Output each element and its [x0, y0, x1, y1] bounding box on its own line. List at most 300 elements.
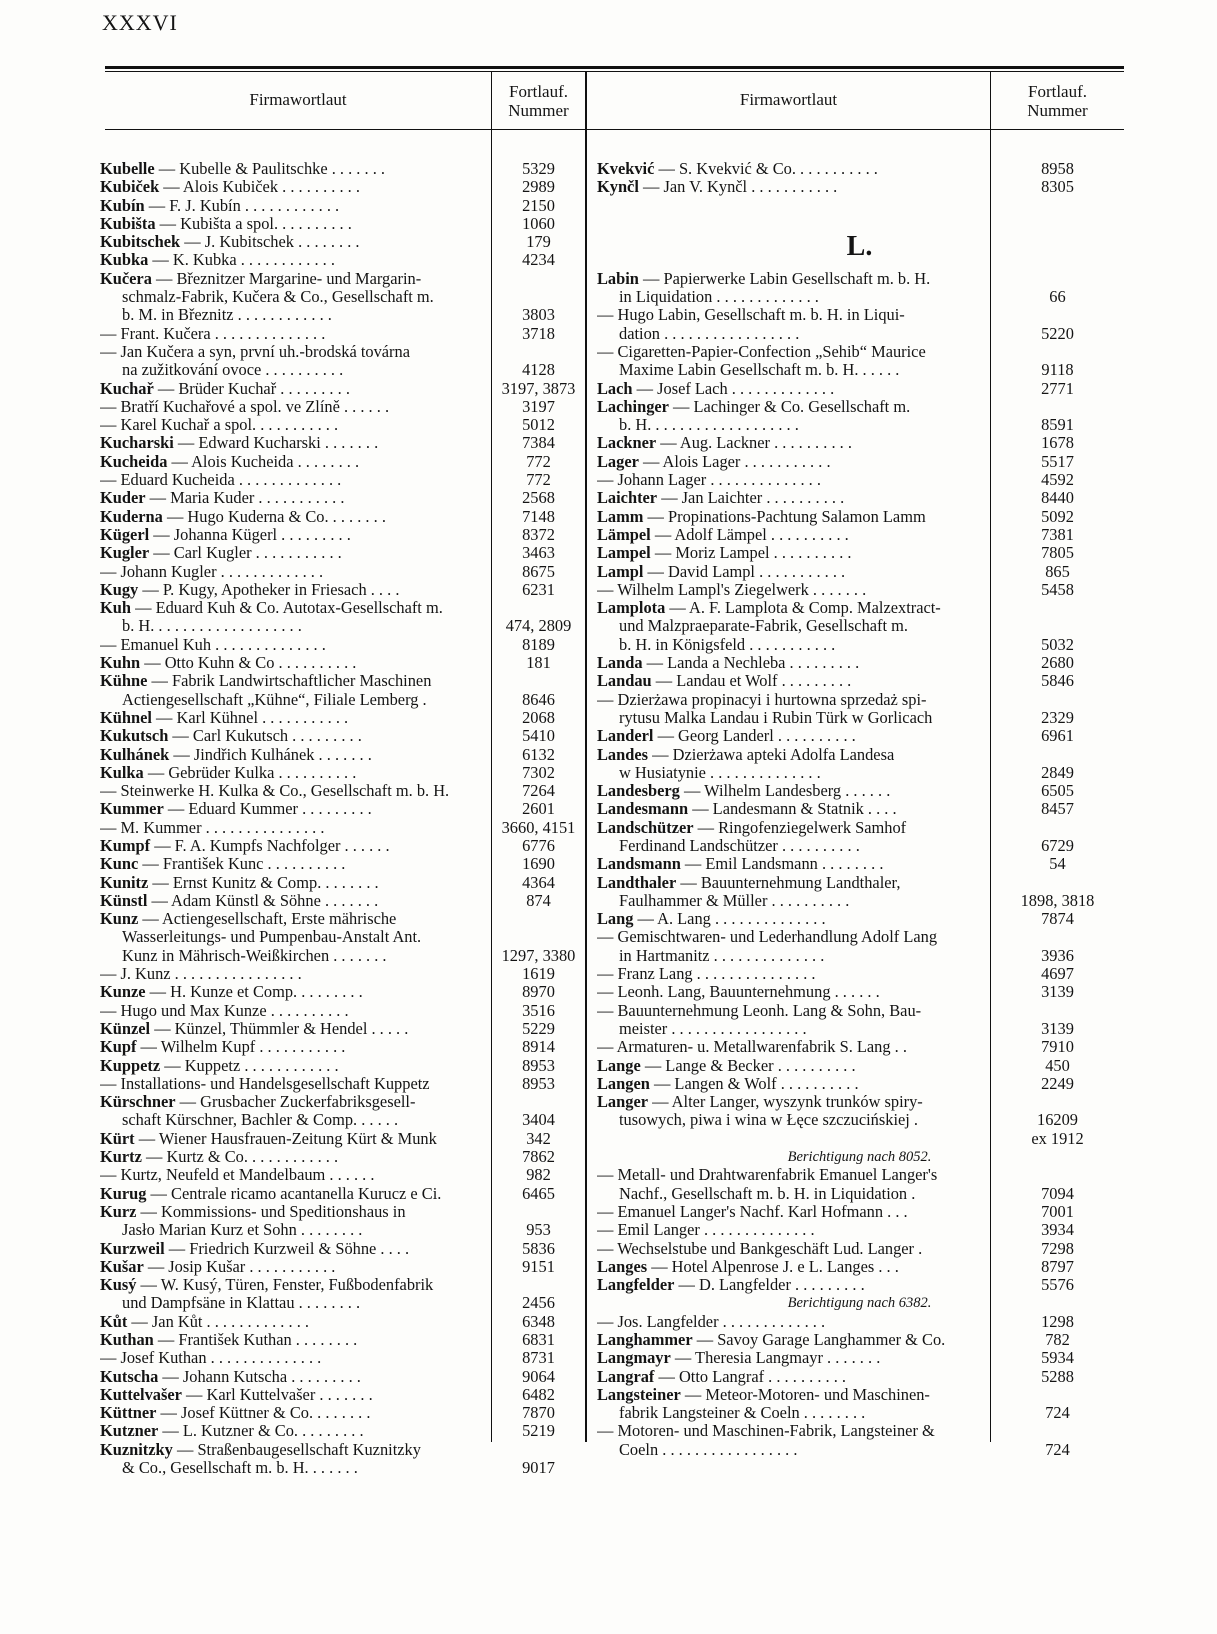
top-rule-thin: [105, 71, 1124, 72]
entry-keyword: Langen: [597, 1074, 650, 1093]
entry-name: [100, 251, 486, 269]
entry-text: — Savoy Garage Langhammer & Co.: [692, 1331, 946, 1349]
entry-number: 8731: [522, 1348, 555, 1368]
entry-number: 3139: [1041, 1018, 1074, 1038]
entry-row: [597, 434, 1122, 452]
entry-row: [100, 1185, 570, 1203]
entry-number: 8591: [1041, 415, 1074, 435]
entry-number: 9017: [522, 1458, 555, 1478]
entry-keyword: Kubiček: [100, 178, 160, 197]
entry-name: [597, 1276, 977, 1294]
entry-row: [100, 251, 570, 269]
entry-name: [100, 1258, 486, 1276]
entry-row: [100, 874, 570, 892]
entry-row: [597, 1313, 1122, 1331]
entry-row: [100, 1130, 570, 1148]
entry-text: — David Lampl . . . . . . . . . . .: [643, 562, 846, 581]
entry-name: [597, 1331, 977, 1349]
entry-keyword: Kulhánek: [100, 745, 170, 764]
entry-text: — Alois Kubiček . . . . . . . . . .: [159, 178, 360, 197]
entry-name: [100, 160, 486, 178]
entry-number: 724: [1045, 1403, 1070, 1423]
entry-row: [100, 197, 570, 215]
entry-keyword: Langes: [597, 1257, 648, 1276]
entry-text: — Ernst Kunitz & Comp. . . . . . . .: [148, 873, 379, 892]
entry-keyword: Lager: [597, 452, 639, 471]
entry-name: [597, 672, 977, 690]
entry-row: [597, 727, 1122, 745]
entry-number: ex 1912: [1031, 1128, 1084, 1148]
entry-name: [619, 325, 977, 343]
entry-text: — J. Kunz . . . . . . . . . . . . . . . .: [100, 965, 302, 984]
entry-number: 8914: [522, 1037, 555, 1057]
entry-row: [100, 1057, 570, 1075]
entry-row: [597, 361, 1122, 379]
entry-text: — Kurtz, Neufeld et Mandelbaum . . . . . .: [100, 1166, 375, 1185]
entry-name: [597, 1258, 977, 1276]
entry-text: — Armaturen- u. Metallwarenfabrik S. Lang . .: [597, 1038, 907, 1057]
entry-number: 8797: [1041, 1256, 1074, 1276]
entry-name: [597, 874, 977, 892]
entry-row: [100, 508, 570, 526]
entry-keyword: Lamplota: [597, 599, 666, 618]
entry-text: — Dzierżawa propinacyi i hurtowna sprzedaż spi-: [597, 690, 927, 709]
entry-text: — Adam Künstl & Söhne . . . . . . .: [147, 891, 379, 910]
entry-name: [597, 178, 977, 196]
entry-keyword: Kucheida: [100, 452, 168, 471]
entry-name: [597, 983, 977, 1001]
entry-text: Coeln . . . . . . . . . . . . . . . . .: [619, 1440, 798, 1459]
entry-text: — Eduard Kucheida . . . . . . . . . . . . .: [100, 471, 342, 490]
entry-keyword: Kubka: [100, 251, 149, 270]
entry-text: — Motoren- und Maschinen-Fabrik, Langsteiner &: [597, 1422, 935, 1441]
entry-number: 2568: [522, 488, 555, 508]
entry-number: 2329: [1041, 707, 1074, 727]
entry-number: 8953: [522, 1073, 555, 1093]
entry-text: rytusu Malka Landau i Rubin Türk w Gorlicach: [619, 708, 933, 727]
entry-name: [100, 672, 486, 690]
entry-number: 5836: [522, 1238, 555, 1258]
entry-row: [597, 1221, 1122, 1239]
entry-keyword: Landerl: [597, 727, 654, 746]
entry-name: [122, 1294, 486, 1312]
entry-name: [619, 837, 977, 855]
entry-number: 3934: [1041, 1220, 1074, 1240]
entry-number: 7094: [1041, 1183, 1074, 1203]
entry-name: [619, 1404, 977, 1422]
entry-number: 4592: [1041, 470, 1074, 490]
entry-row: [597, 1166, 1122, 1184]
entry-keyword: Kuznitzky: [100, 1440, 173, 1459]
entry-name: [597, 581, 977, 599]
entry-text: — Eduard Kummer . . . . . . . . .: [163, 800, 372, 819]
entry-text: — Hugo Kuderna & Co. . . . . . . .: [162, 507, 386, 526]
entry-number: 3718: [522, 323, 555, 343]
entry-name: [100, 1130, 486, 1148]
entry-name: [100, 325, 486, 343]
entry-number: 9118: [1041, 360, 1074, 380]
entry-name: [100, 819, 486, 837]
entry-name: [122, 947, 486, 965]
entry-row: [597, 1276, 1122, 1294]
entry-keyword: Kučera: [100, 269, 152, 288]
entry-number: 7302: [522, 762, 555, 782]
entry-row: [100, 325, 570, 343]
entry-text: — Gebrüder Kulka . . . . . . . . . .: [143, 763, 357, 782]
entry-keyword: Lämpel: [597, 525, 651, 544]
entry-text: — Papierwerke Labin Gesellschaft m. b. H.: [638, 269, 931, 288]
entry-row: [100, 892, 570, 910]
entry-name: [100, 800, 486, 818]
entry-name: [100, 453, 486, 471]
entry-text: — Maria Kuder . . . . . . . . . . .: [145, 489, 345, 508]
entry-number: 7862: [522, 1147, 555, 1167]
entry-row: [597, 691, 1122, 709]
entry-number: 874: [526, 890, 551, 910]
entry-name: [619, 288, 977, 306]
entry-row: [100, 1386, 570, 1404]
entry-text: — Karl Kuttelvašer . . . . . . .: [181, 1385, 373, 1404]
entry-number: 865: [1045, 561, 1070, 581]
entry-keyword: Kugy: [100, 580, 139, 599]
entry-number: 5288: [1041, 1366, 1074, 1386]
entry-text: — Gemischtwaren- und Lederhandlung Adolf Lang: [597, 928, 938, 947]
entry-number: 772: [526, 470, 551, 490]
entry-row: [100, 1313, 570, 1331]
entry-number: 2680: [1041, 653, 1074, 673]
entry-text: — Bauunternehmung Leonh. Lang & Sohn, Bau-: [597, 1001, 922, 1020]
entry-number: 1678: [1041, 433, 1074, 453]
right-entry-column: [597, 160, 1122, 1459]
entry-text: & Co., Gesellschaft m. b. H. . . . . . .: [122, 1459, 358, 1478]
entry-name: [100, 398, 486, 416]
entry-name: [597, 434, 977, 452]
entry-text: — Otto Langraf . . . . . . . . . .: [654, 1367, 847, 1386]
entry-row: [100, 178, 570, 196]
entry-row: [597, 398, 1122, 416]
entry-row: [597, 983, 1122, 1001]
entry-keyword: Kuderna: [100, 507, 163, 526]
entry-number: 5576: [1041, 1275, 1074, 1295]
entry-keyword: Kucharski: [100, 434, 174, 453]
entry-name: [100, 636, 486, 654]
entry-name: [100, 1331, 486, 1349]
entry-name: [597, 1166, 977, 1184]
column-divider-center: [585, 72, 587, 1442]
entry-name: [597, 160, 977, 178]
entry-number: 7298: [1041, 1238, 1074, 1258]
entry-keyword: Lach: [597, 379, 633, 398]
page-number: XXXVI: [102, 10, 178, 35]
entry-name: [597, 489, 977, 507]
entry-text: b. H. in Königsfeld . . . . . . . . . . .: [619, 635, 836, 654]
entry-row: [100, 581, 570, 599]
entry-row: [597, 231, 1122, 263]
entry-row: [597, 508, 1122, 526]
entry-text: — Wechselstube und Bankgeschäft Lud. Langer .: [597, 1239, 923, 1258]
entry-row: [597, 1130, 1122, 1148]
entry-name: [100, 910, 486, 928]
entry-text: — Carl Kugler . . . . . . . . . . .: [149, 544, 342, 563]
entry-row: [597, 489, 1122, 507]
entry-text: — K. Kubka . . . . . . . . . . . .: [148, 251, 335, 270]
entry-row: [597, 1349, 1122, 1367]
entry-name: [597, 928, 977, 946]
entry-number: 4128: [522, 360, 555, 380]
entry-name: [619, 1020, 977, 1038]
entry-text: — Straßenbaugesellschaft Kuznitzky: [172, 1440, 421, 1459]
entry-name: [100, 983, 486, 1001]
entry-row: [597, 800, 1122, 818]
entry-name: [597, 1240, 977, 1258]
entry-row: [100, 1331, 570, 1349]
entry-number: 7910: [1041, 1037, 1074, 1057]
entry-name: [100, 1240, 486, 1258]
entry-text: — Propinations-Pachtung Salamon Lamm: [643, 507, 926, 526]
entry-row: [100, 1166, 570, 1184]
entry-text: — F. A. Kumpfs Nachfolger . . . . . .: [150, 836, 390, 855]
entry-name: [122, 288, 486, 306]
entry-keyword: Kürschner: [100, 1093, 176, 1112]
entry-number: 3139: [1041, 982, 1074, 1002]
entry-row: [100, 526, 570, 544]
entry-number: 8970: [522, 982, 555, 1002]
entry-row: [597, 1422, 1122, 1440]
entry-name: [100, 544, 486, 562]
right-header-number: [991, 82, 1124, 120]
entry-keyword: Langraf: [597, 1367, 655, 1386]
entry-row: [100, 306, 570, 324]
entry-number: 3463: [522, 543, 555, 563]
entry-row: [597, 453, 1122, 471]
entry-row: [597, 892, 1122, 910]
entry-number: 9064: [522, 1366, 555, 1386]
entry-number: 3936: [1041, 945, 1074, 965]
entry-row: [100, 800, 570, 818]
entry-text: Nachf., Gesellschaft m. b. H. in Liquidation .: [619, 1184, 916, 1203]
entry-number: 7805: [1041, 543, 1074, 563]
entry-keyword: Kutzner: [100, 1422, 159, 1441]
entry-row: [597, 563, 1122, 581]
entry-row: [597, 947, 1122, 965]
entry-name: [100, 197, 486, 215]
entry-row: [100, 160, 570, 178]
entry-keyword: Kvekvić: [597, 160, 655, 178]
entry-number: 5410: [522, 726, 555, 746]
entry-name: [597, 526, 977, 544]
entry-row: [100, 1294, 570, 1312]
entry-keyword: Langmayr: [597, 1349, 671, 1368]
entry-row: [100, 599, 570, 617]
entry-number: 8457: [1041, 799, 1074, 819]
entry-name: [597, 471, 977, 489]
entry-name: [597, 1386, 977, 1404]
entry-keyword: Kunc: [100, 855, 139, 874]
entry-row: [100, 1441, 570, 1459]
entry-row: [597, 416, 1122, 434]
entry-name: [100, 471, 486, 489]
entry-text: — Langen & Wolf . . . . . . . . . .: [649, 1074, 859, 1093]
entry-keyword: Kušar: [100, 1257, 144, 1276]
entry-name: [100, 178, 486, 196]
entry-keyword: Laichter: [597, 489, 658, 508]
entry-text: — Moriz Lampel . . . . . . . . . .: [650, 544, 852, 563]
entry-name: [100, 709, 486, 727]
entry-text: — Hugo und Max Kunze . . . . . . . . . .: [100, 1001, 349, 1020]
entry-row: [100, 233, 570, 251]
entry-text: dation . . . . . . . . . . . . . . . . .: [619, 324, 800, 343]
left-header-number: [492, 82, 585, 120]
entry-number: 5219: [522, 1421, 555, 1441]
entry-row: [597, 1093, 1122, 1111]
entry-row: [100, 453, 570, 471]
entry-number: 181: [526, 653, 551, 673]
entry-name: [100, 1404, 486, 1422]
entry-name: [597, 1093, 977, 1111]
entry-row: [597, 672, 1122, 690]
entry-row: [100, 361, 570, 379]
entry-row: [597, 526, 1122, 544]
entry-row: [100, 378, 576, 398]
entry-name: [619, 416, 977, 434]
entry-number: 2150: [522, 195, 555, 215]
entry-text: in Liquidation . . . . . . . . . . . . .: [619, 288, 819, 307]
entry-name: [597, 819, 977, 837]
entry-keyword: Kuthan: [100, 1331, 154, 1349]
entry-text: Maxime Labin Gesellschaft m. b. H. . . . . .: [619, 361, 900, 380]
entry-number: 1297, 3380: [501, 945, 576, 965]
entry-name: [597, 1075, 977, 1093]
entry-keyword: Landesmann: [597, 800, 689, 819]
entry-row: [597, 1148, 1122, 1166]
entry-keyword: Kupf: [100, 1038, 137, 1057]
entry-keyword: Kutscha: [100, 1367, 159, 1386]
entry-number: 8646: [522, 689, 555, 709]
entry-row: [597, 581, 1122, 599]
entry-name: [100, 1276, 486, 1294]
entry-text: — Frant. Kučera . . . . . . . . . . . . . .: [100, 324, 326, 343]
entry-row: [597, 544, 1122, 562]
entry-name: [597, 727, 977, 745]
entry-row: [100, 910, 570, 928]
entry-row: [597, 764, 1122, 782]
entry-name: [100, 874, 486, 892]
entry-name: [100, 764, 486, 782]
entry-keyword: Landes: [597, 745, 649, 764]
entry-row: [100, 983, 570, 1001]
entry-text: — Carl Kukutsch . . . . . . . . .: [168, 727, 362, 746]
entry-row: [100, 636, 570, 654]
entry-text: und Malzpraeparate-Fabrik, Gesellschaft m.: [619, 617, 908, 636]
entry-text: — Fabrik Landwirtschaftlicher Maschinen: [147, 672, 432, 691]
entry-number: 5220: [1041, 323, 1074, 343]
entry-row: [597, 855, 1122, 873]
entry-name: [100, 489, 486, 507]
entry-number: 8675: [522, 561, 555, 581]
entry-text: — Bauunternehmung Landthaler,: [676, 873, 901, 892]
entry-keyword: Kunz: [100, 910, 139, 929]
entry-row: [597, 1002, 1122, 1020]
entry-number: 2601: [522, 799, 555, 819]
entry-text: — Künzel, Thümmler & Hendel . . . . .: [150, 1019, 409, 1038]
entry-name: [619, 1185, 977, 1203]
entry-keyword: Landschützer: [597, 818, 694, 837]
entry-row: [597, 709, 1122, 727]
entry-name: [100, 1368, 486, 1386]
entry-name: [100, 434, 486, 452]
entry-number: 179: [526, 232, 551, 252]
entry-keyword: Küttner: [100, 1404, 157, 1423]
entry-name: [100, 855, 486, 873]
entry-text: — Dzierżawa apteki Adolfa Landesa: [648, 745, 895, 764]
entry-number: 6348: [522, 1311, 555, 1331]
entry-number: 6231: [522, 579, 555, 599]
entry-name: [597, 1203, 977, 1221]
entry-name: [597, 563, 977, 581]
entry-row: [100, 1276, 570, 1294]
entry-text: — Kubišta a spol. . . . . . . . . .: [155, 214, 352, 233]
entry-number: 6465: [522, 1183, 555, 1203]
entry-number: 8305: [1041, 177, 1074, 197]
entry-row: [100, 928, 570, 946]
entry-name: [122, 1459, 486, 1477]
entry-keyword: Kubelle: [100, 160, 155, 178]
entry-name: [597, 746, 977, 764]
entry-text: — Jan Laichter . . . . . . . . . .: [657, 489, 845, 508]
entry-row: [597, 617, 1122, 635]
entry-text: — Meteor-Motoren- und Maschinen-: [680, 1385, 930, 1404]
entry-text: — Kurtz & Co. . . . . . . . . . . .: [141, 1148, 339, 1167]
entry-keyword: Kummer: [100, 800, 164, 819]
entry-text: — Březnitzer Margarine- und Margarin-: [151, 269, 422, 288]
entry-name: [597, 599, 977, 617]
entry-row: [100, 1093, 570, 1111]
entry-number: 772: [526, 451, 551, 471]
right-header-name: Firmawortlaut: [739, 90, 838, 109]
entry-name: [100, 581, 486, 599]
entry-keyword: Kühne: [100, 672, 148, 691]
entry-text: — Edward Kucharski . . . . . . .: [173, 434, 379, 453]
entry-name: [122, 1221, 486, 1239]
entry-name: [619, 636, 977, 654]
entry-row: [597, 306, 1122, 324]
entry-name: [619, 892, 977, 910]
entry-text: — Kubelle & Paulitschke . . . . . . .: [154, 160, 385, 178]
correction-note: Berichtigung nach 6382.: [787, 1295, 932, 1312]
entry-name: [122, 1111, 486, 1129]
entry-text: — Actiengesellschaft, Erste mährische: [138, 910, 397, 929]
entry-text: — Landa a Nechleba . . . . . . . . .: [642, 654, 860, 673]
entry-row: [100, 746, 570, 764]
entry-row: [597, 178, 1122, 196]
entry-text: b. H. . . . . . . . . . . . . . . . . . .: [619, 416, 799, 435]
entry-number: 3516: [522, 1000, 555, 1020]
entry-text: — P. Kugy, Apotheker in Friesach . . . .: [138, 580, 400, 599]
entry-text: — Metall- und Drahtwarenfabrik Emanuel Langer's: [597, 1166, 938, 1185]
entry-keyword: Lackner: [597, 434, 657, 453]
entry-row: [597, 1404, 1122, 1422]
entry-keyword: Kügerl: [100, 525, 150, 544]
entry-name: [100, 1057, 486, 1075]
entry-name: [597, 453, 977, 471]
entry-text: — Centrale ricamo acantanella Kurucz e Ci.: [146, 1184, 442, 1203]
entry-text: — W. Kusý, Türen, Fenster, Fußbodenfabrik: [136, 1276, 434, 1295]
entry-name: [100, 1075, 486, 1093]
entry-name: [100, 270, 486, 288]
entry-name: [619, 1111, 977, 1129]
entry-number: 2849: [1041, 762, 1074, 782]
entry-number: 7381: [1041, 524, 1074, 544]
